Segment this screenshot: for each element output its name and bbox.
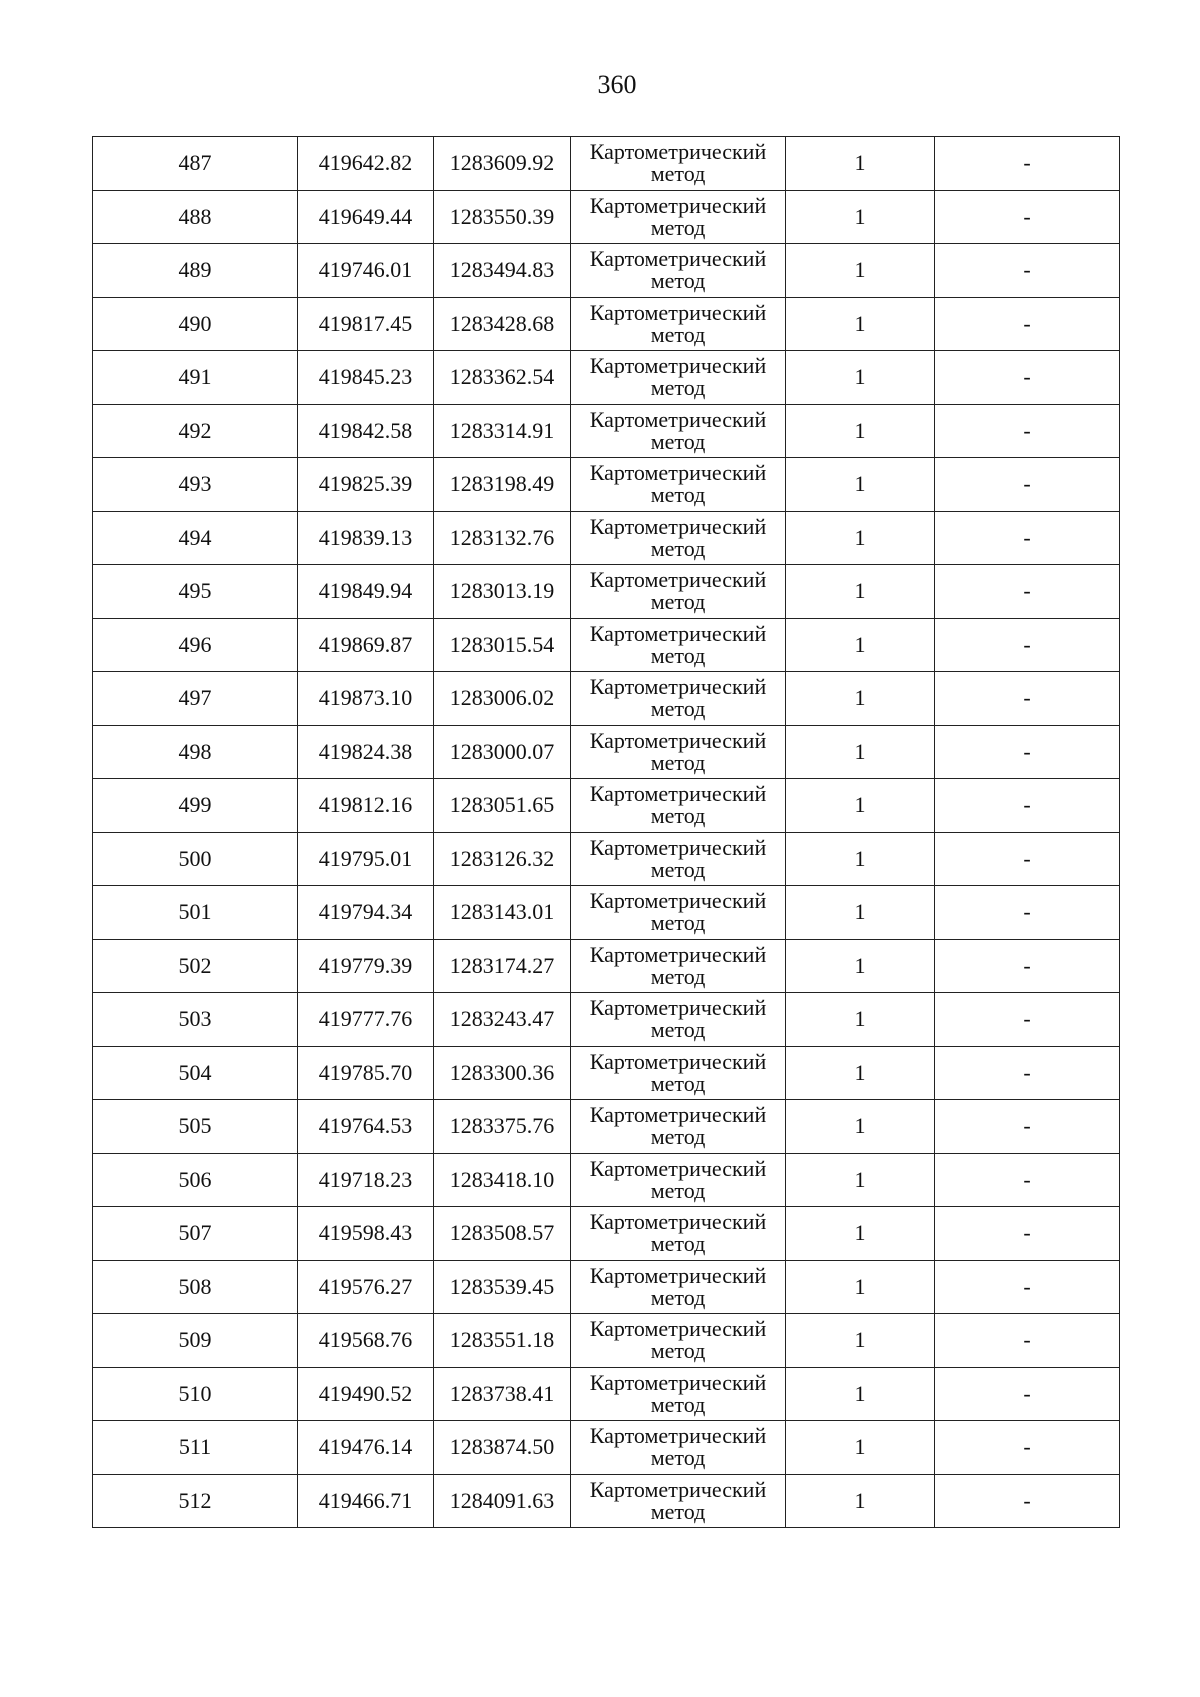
table-row bbox=[93, 190, 1120, 244]
x-coordinate-cell: 419764.53 bbox=[298, 1100, 434, 1154]
x-coordinate-cell: 419794.34 bbox=[298, 886, 434, 940]
method-cell bbox=[571, 297, 786, 351]
accuracy-cell: 1 bbox=[786, 1367, 935, 1421]
y-coordinate-cell: 1283143.01 bbox=[434, 886, 571, 940]
x-coordinate-cell: 419817.45 bbox=[298, 297, 434, 351]
method-text-line-1: Картометрический bbox=[589, 353, 767, 379]
note-cell: - bbox=[935, 832, 1120, 886]
method-text-line-2: метод bbox=[650, 1124, 706, 1150]
accuracy-cell: 1 bbox=[786, 190, 935, 244]
point-number-cell: 510 bbox=[93, 1367, 298, 1421]
point-number-cell: 507 bbox=[93, 1207, 298, 1261]
point-number-cell: 488 bbox=[93, 190, 298, 244]
x-coordinate-cell: 419779.39 bbox=[298, 939, 434, 993]
method-text-line-2: метод bbox=[650, 321, 706, 347]
y-coordinate-cell: 1283051.65 bbox=[434, 779, 571, 833]
note-cell: - bbox=[935, 351, 1120, 405]
y-coordinate-cell: 1283198.49 bbox=[434, 458, 571, 512]
y-coordinate-cell: 1283013.19 bbox=[434, 565, 571, 619]
accuracy-cell: 1 bbox=[786, 1100, 935, 1154]
point-number-cell: 503 bbox=[93, 993, 298, 1047]
x-coordinate-cell: 419824.38 bbox=[298, 725, 434, 779]
x-coordinate-cell: 419746.01 bbox=[298, 244, 434, 298]
table-row bbox=[93, 725, 1120, 779]
accuracy-cell: 1 bbox=[786, 404, 935, 458]
point-number-cell: 508 bbox=[93, 1260, 298, 1314]
table-row bbox=[93, 672, 1120, 726]
note-cell: - bbox=[935, 1046, 1120, 1100]
method-text-line-2: метод bbox=[650, 856, 706, 882]
note-cell: - bbox=[935, 1421, 1120, 1475]
method-text-line-2: метод bbox=[650, 1391, 706, 1417]
method-cell bbox=[571, 1421, 786, 1475]
point-number-cell: 504 bbox=[93, 1046, 298, 1100]
method-cell bbox=[571, 351, 786, 405]
point-number-cell: 489 bbox=[93, 244, 298, 298]
note-cell: - bbox=[935, 1153, 1120, 1207]
note-cell: - bbox=[935, 297, 1120, 351]
method-text-line-2: метод bbox=[650, 589, 706, 615]
y-coordinate-cell: 1283494.83 bbox=[434, 244, 571, 298]
table-row bbox=[93, 244, 1120, 298]
method-text-line-1: Картометрический bbox=[589, 834, 767, 860]
y-coordinate-cell: 1283015.54 bbox=[434, 618, 571, 672]
y-coordinate-cell: 1283300.36 bbox=[434, 1046, 571, 1100]
method-text-line-2: метод bbox=[650, 1445, 706, 1471]
accuracy-cell: 1 bbox=[786, 993, 935, 1047]
point-number-cell: 502 bbox=[93, 939, 298, 993]
x-coordinate-cell: 419785.70 bbox=[298, 1046, 434, 1100]
y-coordinate-cell: 1283174.27 bbox=[434, 939, 571, 993]
method-cell bbox=[571, 1100, 786, 1154]
method-cell bbox=[571, 137, 786, 191]
method-text-line-2: метод bbox=[650, 375, 706, 401]
note-cell: - bbox=[935, 1100, 1120, 1154]
method-text-line-1: Картометрический bbox=[589, 1262, 767, 1288]
y-coordinate-cell: 1283539.45 bbox=[434, 1260, 571, 1314]
accuracy-cell: 1 bbox=[786, 137, 935, 191]
method-cell bbox=[571, 886, 786, 940]
method-text-line-1: Картометрический bbox=[589, 888, 767, 914]
y-coordinate-cell: 1283551.18 bbox=[434, 1314, 571, 1368]
point-number-cell: 509 bbox=[93, 1314, 298, 1368]
note-cell: - bbox=[935, 779, 1120, 833]
x-coordinate-cell: 419812.16 bbox=[298, 779, 434, 833]
method-text-line-1: Картометрический bbox=[589, 299, 767, 325]
accuracy-cell: 1 bbox=[786, 297, 935, 351]
method-text-line-1: Картометрический bbox=[589, 406, 767, 432]
x-coordinate-cell: 419598.43 bbox=[298, 1207, 434, 1261]
accuracy-cell: 1 bbox=[786, 618, 935, 672]
method-text-line-2: метод bbox=[650, 963, 706, 989]
note-cell: - bbox=[935, 725, 1120, 779]
note-cell: - bbox=[935, 1367, 1120, 1421]
method-text-line-1: Картометрический bbox=[589, 1423, 767, 1449]
point-number-cell: 496 bbox=[93, 618, 298, 672]
accuracy-cell: 1 bbox=[786, 725, 935, 779]
accuracy-cell: 1 bbox=[786, 1046, 935, 1100]
table-row bbox=[93, 939, 1120, 993]
method-cell bbox=[571, 1046, 786, 1100]
table-row bbox=[93, 297, 1120, 351]
page-number: 360 bbox=[597, 70, 637, 99]
method-cell bbox=[571, 832, 786, 886]
x-coordinate-cell: 419873.10 bbox=[298, 672, 434, 726]
method-text-line-2: метод bbox=[650, 428, 706, 454]
method-text-line-2: метод bbox=[650, 482, 706, 508]
accuracy-cell: 1 bbox=[786, 351, 935, 405]
accuracy-cell: 1 bbox=[786, 1314, 935, 1368]
table-row bbox=[93, 993, 1120, 1047]
y-coordinate-cell: 1283418.10 bbox=[434, 1153, 571, 1207]
accuracy-cell: 1 bbox=[786, 886, 935, 940]
point-number-cell: 494 bbox=[93, 511, 298, 565]
method-text-line-1: Картометрический bbox=[589, 1209, 767, 1235]
method-cell bbox=[571, 244, 786, 298]
accuracy-cell: 1 bbox=[786, 565, 935, 619]
y-coordinate-cell: 1283508.57 bbox=[434, 1207, 571, 1261]
method-text-line-1: Картометрический bbox=[589, 727, 767, 753]
method-cell bbox=[571, 1260, 786, 1314]
method-cell bbox=[571, 1474, 786, 1528]
method-cell bbox=[571, 993, 786, 1047]
note-cell: - bbox=[935, 565, 1120, 619]
accuracy-cell: 1 bbox=[786, 1260, 935, 1314]
point-number-cell: 506 bbox=[93, 1153, 298, 1207]
point-number-cell: 492 bbox=[93, 404, 298, 458]
note-cell: - bbox=[935, 939, 1120, 993]
x-coordinate-cell: 419849.94 bbox=[298, 565, 434, 619]
x-coordinate-cell: 419476.14 bbox=[298, 1421, 434, 1475]
method-cell bbox=[571, 1314, 786, 1368]
y-coordinate-cell: 1283550.39 bbox=[434, 190, 571, 244]
point-number-cell: 497 bbox=[93, 672, 298, 726]
y-coordinate-cell: 1283428.68 bbox=[434, 297, 571, 351]
table-row bbox=[93, 886, 1120, 940]
y-coordinate-cell: 1283243.47 bbox=[434, 993, 571, 1047]
table-row bbox=[93, 404, 1120, 458]
coordinates-table-body bbox=[93, 137, 1120, 1528]
x-coordinate-cell: 419839.13 bbox=[298, 511, 434, 565]
method-text-line-1: Картометрический bbox=[589, 941, 767, 967]
table-row bbox=[93, 458, 1120, 512]
y-coordinate-cell: 1283362.54 bbox=[434, 351, 571, 405]
method-text-line-2: метод bbox=[650, 1177, 706, 1203]
y-coordinate-cell: 1283000.07 bbox=[434, 725, 571, 779]
accuracy-cell: 1 bbox=[786, 511, 935, 565]
method-text-line-2: метод bbox=[650, 910, 706, 936]
method-text-line-1: Картометрический bbox=[589, 674, 767, 700]
point-number-cell: 501 bbox=[93, 886, 298, 940]
method-text-line-2: метод bbox=[650, 749, 706, 775]
method-text-line-1: Картометрический bbox=[589, 1102, 767, 1128]
method-cell bbox=[571, 190, 786, 244]
method-cell bbox=[571, 404, 786, 458]
method-cell bbox=[571, 939, 786, 993]
accuracy-cell: 1 bbox=[786, 1421, 935, 1475]
x-coordinate-cell: 419576.27 bbox=[298, 1260, 434, 1314]
method-text-line-1: Картометрический bbox=[589, 246, 767, 272]
point-number-cell: 491 bbox=[93, 351, 298, 405]
method-text-line-2: метод bbox=[650, 696, 706, 722]
note-cell: - bbox=[935, 1474, 1120, 1528]
x-coordinate-cell: 419825.39 bbox=[298, 458, 434, 512]
table-row bbox=[93, 1046, 1120, 1100]
method-text-line-2: метод bbox=[650, 268, 706, 294]
x-coordinate-cell: 419842.58 bbox=[298, 404, 434, 458]
table-row bbox=[93, 511, 1120, 565]
accuracy-cell: 1 bbox=[786, 832, 935, 886]
x-coordinate-cell: 419649.44 bbox=[298, 190, 434, 244]
accuracy-cell: 1 bbox=[786, 458, 935, 512]
method-text-line-1: Картометрический bbox=[589, 1476, 767, 1502]
point-number-cell: 495 bbox=[93, 565, 298, 619]
method-text-line-2: метод bbox=[650, 1498, 706, 1524]
table-row bbox=[93, 137, 1120, 191]
accuracy-cell: 1 bbox=[786, 672, 935, 726]
method-cell bbox=[571, 725, 786, 779]
note-cell: - bbox=[935, 993, 1120, 1047]
note-cell: - bbox=[935, 1207, 1120, 1261]
method-text-line-2: метод bbox=[650, 535, 706, 561]
point-number-cell: 490 bbox=[93, 297, 298, 351]
x-coordinate-cell: 419845.23 bbox=[298, 351, 434, 405]
x-coordinate-cell: 419568.76 bbox=[298, 1314, 434, 1368]
x-coordinate-cell: 419869.87 bbox=[298, 618, 434, 672]
method-text-line-1: Картометрический bbox=[589, 1316, 767, 1342]
x-coordinate-cell: 419490.52 bbox=[298, 1367, 434, 1421]
point-number-cell: 487 bbox=[93, 137, 298, 191]
method-cell bbox=[571, 458, 786, 512]
method-text-line-1: Картометрический bbox=[589, 1155, 767, 1181]
note-cell: - bbox=[935, 618, 1120, 672]
y-coordinate-cell: 1283874.50 bbox=[434, 1421, 571, 1475]
accuracy-cell: 1 bbox=[786, 1474, 935, 1528]
method-cell bbox=[571, 1207, 786, 1261]
table-row bbox=[93, 1367, 1120, 1421]
table-row bbox=[93, 351, 1120, 405]
accuracy-cell: 1 bbox=[786, 779, 935, 833]
method-text-line-1: Картометрический bbox=[589, 139, 767, 165]
method-cell bbox=[571, 779, 786, 833]
method-text-line-2: метод bbox=[650, 1338, 706, 1364]
point-number-cell: 505 bbox=[93, 1100, 298, 1154]
method-text-line-2: метод bbox=[650, 1070, 706, 1096]
y-coordinate-cell: 1283375.76 bbox=[434, 1100, 571, 1154]
y-coordinate-cell: 1283314.91 bbox=[434, 404, 571, 458]
table-row bbox=[93, 618, 1120, 672]
accuracy-cell: 1 bbox=[786, 1207, 935, 1261]
point-number-cell: 511 bbox=[93, 1421, 298, 1475]
x-coordinate-cell: 419718.23 bbox=[298, 1153, 434, 1207]
point-number-cell: 498 bbox=[93, 725, 298, 779]
point-number-cell: 500 bbox=[93, 832, 298, 886]
method-text-line-1: Картометрический bbox=[589, 567, 767, 593]
x-coordinate-cell: 419795.01 bbox=[298, 832, 434, 886]
note-cell: - bbox=[935, 672, 1120, 726]
accuracy-cell: 1 bbox=[786, 1153, 935, 1207]
note-cell: - bbox=[935, 511, 1120, 565]
table-row bbox=[93, 1314, 1120, 1368]
method-text-line-1: Картометрический bbox=[589, 192, 767, 218]
y-coordinate-cell: 1283738.41 bbox=[434, 1367, 571, 1421]
accuracy-cell: 1 bbox=[786, 244, 935, 298]
table-row bbox=[93, 565, 1120, 619]
y-coordinate-cell: 1283609.92 bbox=[434, 137, 571, 191]
note-cell: - bbox=[935, 458, 1120, 512]
table-row bbox=[93, 1474, 1120, 1528]
method-cell bbox=[571, 1153, 786, 1207]
method-text-line-2: метод bbox=[650, 1231, 706, 1257]
method-cell bbox=[571, 511, 786, 565]
point-number-cell: 512 bbox=[93, 1474, 298, 1528]
x-coordinate-cell: 419642.82 bbox=[298, 137, 434, 191]
method-text-line-2: метод bbox=[650, 1284, 706, 1310]
coordinates-table bbox=[92, 136, 1120, 1528]
note-cell: - bbox=[935, 1260, 1120, 1314]
y-coordinate-cell: 1283006.02 bbox=[434, 672, 571, 726]
table-row bbox=[93, 1100, 1120, 1154]
method-cell bbox=[571, 672, 786, 726]
table-row bbox=[93, 832, 1120, 886]
note-cell: - bbox=[935, 404, 1120, 458]
method-text-line-2: метод bbox=[650, 1017, 706, 1043]
note-cell: - bbox=[935, 137, 1120, 191]
point-number-cell: 493 bbox=[93, 458, 298, 512]
table-row bbox=[93, 1207, 1120, 1261]
method-cell bbox=[571, 1367, 786, 1421]
y-coordinate-cell: 1284091.63 bbox=[434, 1474, 571, 1528]
x-coordinate-cell: 419466.71 bbox=[298, 1474, 434, 1528]
method-cell bbox=[571, 618, 786, 672]
y-coordinate-cell: 1283126.32 bbox=[434, 832, 571, 886]
point-number-cell: 499 bbox=[93, 779, 298, 833]
table-row bbox=[93, 1153, 1120, 1207]
y-coordinate-cell: 1283132.76 bbox=[434, 511, 571, 565]
method-text-line-1: Картометрический bbox=[589, 781, 767, 807]
note-cell: - bbox=[935, 886, 1120, 940]
method-text-line-1: Картометрический bbox=[589, 460, 767, 486]
method-text-line-2: метод bbox=[650, 214, 706, 240]
table-row bbox=[93, 779, 1120, 833]
method-text-line-2: метод bbox=[650, 803, 706, 829]
x-coordinate-cell: 419777.76 bbox=[298, 993, 434, 1047]
method-text-line-1: Картометрический bbox=[589, 995, 767, 1021]
note-cell: - bbox=[935, 190, 1120, 244]
method-text-line-2: метод bbox=[650, 161, 706, 187]
table-row bbox=[93, 1421, 1120, 1475]
method-cell bbox=[571, 565, 786, 619]
note-cell: - bbox=[935, 244, 1120, 298]
method-text-line-1: Картометрический bbox=[589, 1048, 767, 1074]
method-text-line-1: Картометрический bbox=[589, 513, 767, 539]
note-cell: - bbox=[935, 1314, 1120, 1368]
accuracy-cell: 1 bbox=[786, 939, 935, 993]
method-text-line-1: Картометрический bbox=[589, 620, 767, 646]
method-text-line-1: Картометрический bbox=[589, 1369, 767, 1395]
table-row bbox=[93, 1260, 1120, 1314]
method-text-line-2: метод bbox=[650, 642, 706, 668]
